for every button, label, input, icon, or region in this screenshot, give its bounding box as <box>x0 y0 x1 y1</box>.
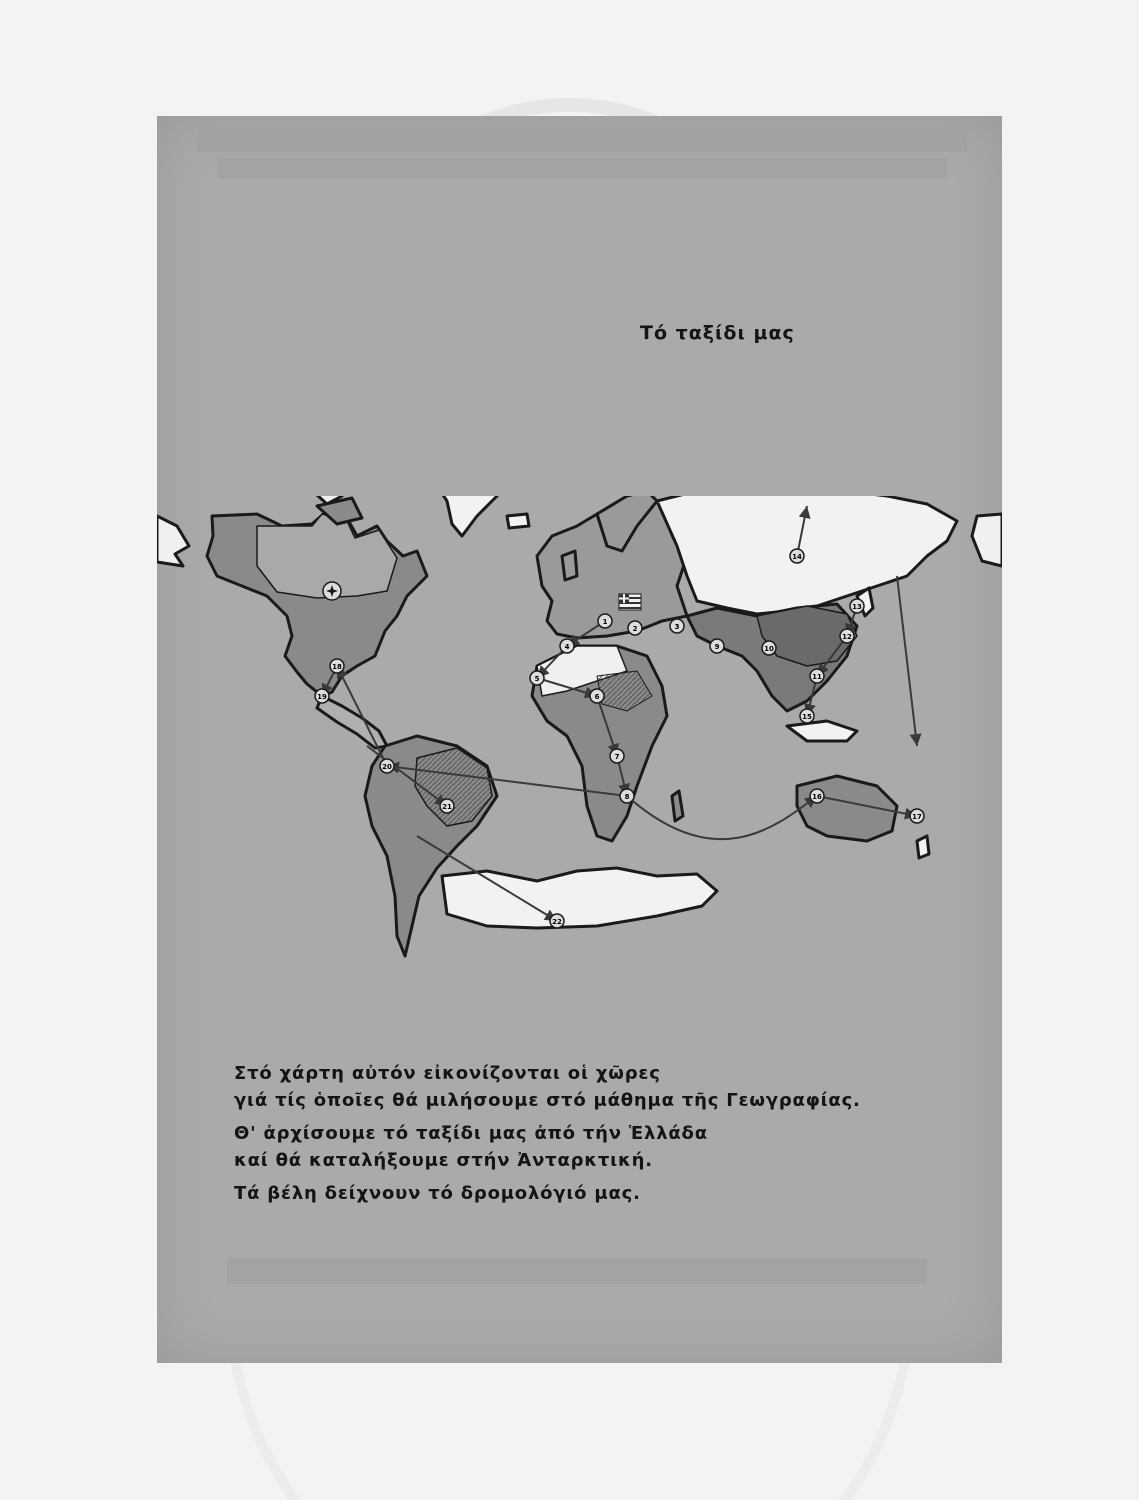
world-map <box>157 496 1002 1056</box>
new-zealand <box>917 836 929 858</box>
svg-text:15: 15 <box>802 713 812 721</box>
svg-text:14: 14 <box>792 553 802 561</box>
svg-text:7: 7 <box>614 753 620 761</box>
iceland <box>507 514 529 528</box>
caption-line: γιά τίς ὁποῖες θά μιλήσουμε στό μάθημα τῆς Γεωγραφίας. <box>234 1090 861 1111</box>
compass-rose-icon <box>323 582 341 600</box>
route-marker <box>850 599 864 613</box>
alaska-fragment <box>157 516 189 566</box>
route-marker <box>810 669 824 683</box>
route-marker <box>440 799 454 813</box>
svg-text:2: 2 <box>632 625 638 633</box>
svg-text:8: 8 <box>624 793 630 801</box>
svg-text:17: 17 <box>912 813 922 821</box>
route-marker <box>315 689 329 703</box>
svg-text:21: 21 <box>442 803 452 811</box>
route-marker <box>810 789 824 803</box>
route-marker <box>590 689 604 703</box>
greenland <box>392 496 517 536</box>
caption-line: καί θά καταλήξουμε στήν Ἀνταρκτική. <box>234 1150 653 1171</box>
svg-text:18: 18 <box>332 663 342 671</box>
greek-flag-icon <box>619 594 641 610</box>
indonesia <box>787 721 857 741</box>
svg-text:9: 9 <box>714 643 720 651</box>
british-isles <box>562 551 577 580</box>
route-marker <box>330 659 344 673</box>
route-marker <box>840 629 854 643</box>
route-marker <box>790 549 804 563</box>
route-marker <box>530 671 544 685</box>
svg-text:16: 16 <box>812 793 822 801</box>
caption-line: Τά βέλη δείχνουν τό δρομολόγιό μας. <box>234 1183 641 1204</box>
route-marker <box>598 614 612 628</box>
svg-text:6: 6 <box>594 693 600 701</box>
route-marker <box>380 759 394 773</box>
caption-line: Στό χάρτη αὐτόν εἰκονίζονται οἱ χῶρες <box>234 1063 661 1084</box>
route-marker <box>620 789 634 803</box>
route-marker <box>910 809 924 823</box>
madagascar <box>672 791 683 821</box>
asia-north <box>657 496 957 614</box>
svg-text:1: 1 <box>602 618 608 626</box>
central-america <box>317 696 387 748</box>
map-title: Τό ταξίδι μας <box>640 322 795 344</box>
route-marker <box>550 914 564 928</box>
svg-text:3: 3 <box>674 623 680 631</box>
svg-text:5: 5 <box>534 675 540 683</box>
route-marker <box>560 639 574 653</box>
route-marker <box>670 619 684 633</box>
svg-text:12: 12 <box>842 633 852 641</box>
map-panel <box>157 116 1002 1363</box>
svg-text:11: 11 <box>812 673 822 681</box>
svg-text:22: 22 <box>552 918 562 926</box>
svg-text:4: 4 <box>564 643 570 651</box>
svg-text:19: 19 <box>317 693 327 701</box>
svg-text:20: 20 <box>382 763 392 771</box>
route-marker <box>710 639 724 653</box>
route-marker <box>628 621 642 635</box>
svg-text:13: 13 <box>852 603 862 611</box>
route-marker <box>762 641 776 655</box>
route-marker <box>610 749 624 763</box>
caption-line: Θ' ἀρχίσουμε τό ταξίδι μας ἀπό τήν Ἑλλάδα <box>234 1123 708 1144</box>
alaska-fragment-right <box>972 514 1002 566</box>
svg-text:10: 10 <box>764 645 774 653</box>
route-marker <box>800 709 814 723</box>
map-caption <box>234 1060 974 1207</box>
